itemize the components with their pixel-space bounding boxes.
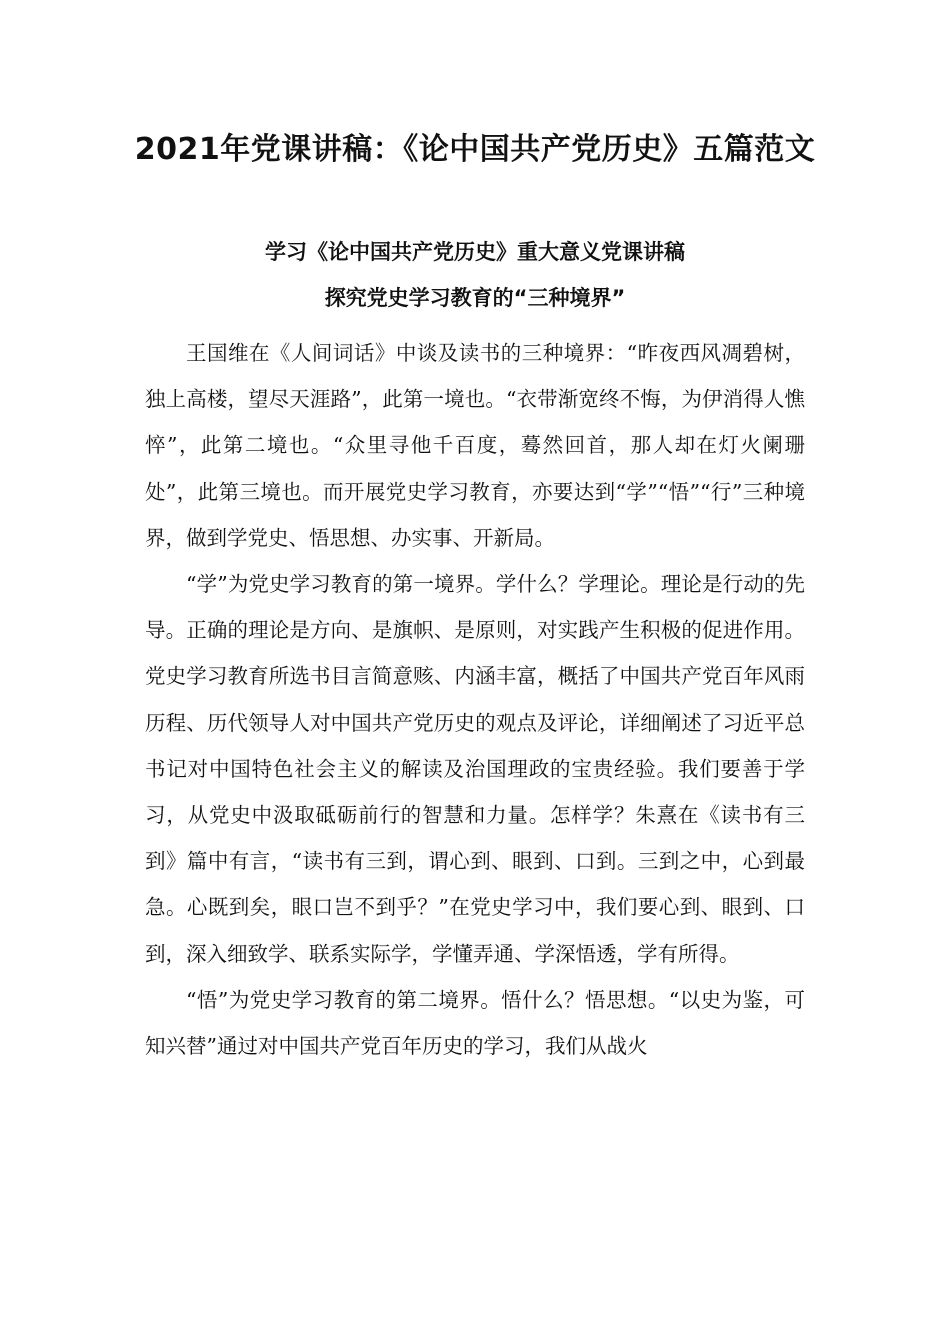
document-body [145, 330, 805, 1069]
document-title: 2021年党课讲稿：《论中国共产党历史》五篇范文 [134, 132, 816, 167]
section-heading: 学习《论中国共产党历史》重大意义党课讲稿 [265, 240, 685, 264]
paragraph-intro: 王国维在《人间词话》中谈及读书的三种境界：“昨夜西风凋碧树，独上高楼，望尽天涯路”，此第一境也。“衣带渐宽终不悔，为伊消得人憔悴”，此第二境也。“众里寻他千百度，蓦然回首，那人却在灯火阑珊处”，此第三境也。而开展党史学习教育，亦要达到“学”“悟”“行”三种境界，做到学党史、悟思想、办实事、开新局。 [145, 341, 805, 550]
paragraph-learn: “学”为党史学习教育的第一境界。学什么？学理论。理论是行动的先导。正确的理论是方向、是旗帜、是原则，对实践产生积极的促进作用。党史学习教育所选书目言简意赅、内涵丰富，概括了中国共产党百年风雨历程、历代领导人对中国共产党历史的观点及评论，详细阐述了习近平总书记对中国特色社会主义的解读及治国理政的宝贵经验。我们要善于学习，从党史中汲取砥砺前行的智慧和力量。怎样学？朱熹在《读书有三到》篇中有言，“读书有三到，谓心到、眼到、口到。三到之中，心到最急。心既到矣，眼口岂不到乎？”在党史学习中，我们要心到、眼到、口到，深入细致学、联系实际学，学懂弄通、学深悟透，学有所得。 [145, 572, 805, 966]
paragraph-comprehend: “悟”为党史学习教育的第二境界。悟什么？悟思想。“以史为鉴，可知兴替”通过对中国共产党百年历史的学习，我们从战火 [145, 987, 805, 1059]
section-subheading: 探究党史学习教育的“三种境界” [324, 286, 626, 310]
